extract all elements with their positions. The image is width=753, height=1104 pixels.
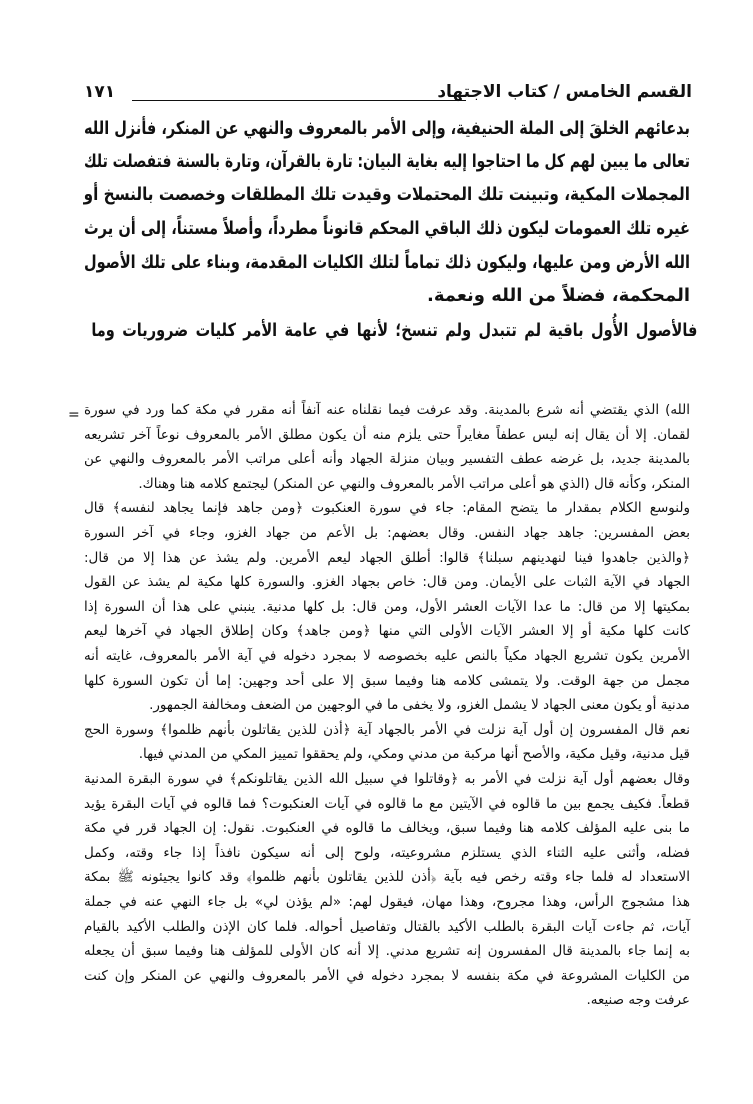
running-header-title: القسم الخامس / كتاب الاجتهاد <box>437 82 692 102</box>
main-text-line: بدعائهم الخلقَ إلى الملة الحنيفية، وإلى الأمر بالمعروف والنهي عن المنكر، فأنزل الله <box>84 118 690 139</box>
footnote-line: ما بنى عليه المؤلف كلامه هنا وفيما سبق، ويخالف ما قالوه في العنكبوت. نقول: إن الجهاد قرر في مكة <box>84 820 690 837</box>
footnote-line: الاستعداد له فلما جاء وقته رخص فيه بآية ﴿أذن للذين يقاتلون بأنهم ظلموا﴾ وقد كانوا يجيئونه ﷺ بمكة <box>84 869 690 886</box>
footnote-line: به إنما جاء بالمدينة قال المفسرون إنه تشريع مدني. إلا أنه كان الأولى للمؤلف هنا وفيما سبق أن يجعله <box>84 943 690 960</box>
page-number: ١٧١ <box>84 82 116 102</box>
footnote-line: بمكيتها إلا من قال: ما عدا الآيات العشر الأول، ومن قال: بل كلها مدنية. ينبني على هذا أن السورة إذا <box>84 598 690 615</box>
footnote-line: قطعاً. فكيف يجمع بين ما قالوه في الآيتين مع ما قالوه في آيات العنكبوت؟ فما قالوه في آيات البقرة يؤيد <box>84 795 690 812</box>
footnote-line: آيات، ثم جاءت آيات البقرة بالطلب الأكيد بالقتال وتفاصيل أحواله. فلما كان الإذن والطلب الأكيد بالقيام <box>84 918 690 935</box>
footnote-line: كانت كلها مكية أو إلا العشر الآيات الأولى التي منها ﴿ومن جاهد﴾ وكان إطلاق الجهاد في آخرها ليعم <box>84 623 690 640</box>
footnote-line: قيل مدنية، وقيل مكية، والأصح أنها مركبة من مدني ومكي، ولم يحققوا تمييز المكي من المدني فيها. <box>138 746 690 763</box>
main-text-line: فالأصول الأُول باقية لم تتبدل ولم تنسخ؛ لأنها في عامة الأمر كليات ضروريات وما <box>91 320 698 341</box>
footnote-line: ﴿والذين جاهدوا فينا لنهدينهم سبلنا﴾ قالوا: أطلق الجهاد ليعم الأمرين. ولم يشذ عن هذا إلا من قال: <box>84 549 690 566</box>
running-header <box>84 80 692 110</box>
footnote-line: الله) الذي يقتضي أنه شرع بالمدينة. وقد عرفت فيما نقلناه عنه آنفاً أنه مقرر في مكة كما ورد في سورة <box>84 402 690 418</box>
footnote-line: مجمل من جهة الوقت. ولا يتمشى كلامه هنا وفيما سبق إلا على أحد وجهين: إما أن تكون السورة كلها <box>84 672 690 689</box>
footnote-line: من الكليات المشروعة في مكة بنفسه لا بمجرد دخوله في الأمر بالمعروف والنهي عن المنكر وإن كنت <box>84 967 690 984</box>
footnote-line: المنكر، وكأنه قال (الذي هو أعلى مراتب الأمر بالمعروف والنهي عن المنكر) ليجتمع كلامه هنا وهناك. <box>138 475 690 492</box>
footnote-line: لقمان. إلا أن يقال إنه ليس عطفاً مغايراً حتى يلزم منه أن يكون مطلق الأمر بالمعروف نوعاً آخر تشريعه <box>84 426 690 443</box>
footnote-line: ولنوسع الكلام بمقدار ما يتضح المقام: جاء في سورة العنكبوت ﴿ومن جاهد فإنما يجاهد لنفسه﴾ قال <box>84 500 690 517</box>
footnote-line: الجهاد في الآية الثبات على الأيمان. ومن قال: خاص بجهاد الغزو. والسورة كلها مكية لم يشذ عن القول <box>84 574 690 591</box>
main-text-line: تعالى ما يبين لهم كل ما احتاجوا إليه بغاية البيان: تارة بالقرآن، وتارة بالسنة فتفصلت تلك <box>84 151 690 172</box>
footnote-line: هذا مشجوج الرأس، وهذا مجروح، وهذا مهان، فيقول لهم: «لم يؤذن لي» بل جاء النهي عنه في جملة <box>84 894 690 910</box>
main-text-line: المحكمة، فضلاً من الله ونعمة. <box>427 285 690 306</box>
footnote-line: الأمرين يكون تشريع الجهاد مكياً بالنص عليه بخصوصه لا بمجرد دخوله في آية الأمر بالمعروف، غايته أنه <box>84 648 690 664</box>
footnote-line: نعم قال المفسرون إن أول آية نزلت في الأمر بالجهاد آية ﴿أذن للذين يقاتلون بأنهم ظلموا﴾ وسورة الحج <box>84 721 690 738</box>
footnote-continuation-marker: = <box>68 407 80 423</box>
footnote-line: بالمدينة جديد، بل غرضه عطف التفسير وبيان منزلة الجهاد وأنه أعلى مراتب الأمر بالمعروف والنهي عن <box>84 451 690 468</box>
main-text-line: غيره تلك العمومات ليكون ذلك الباقي المحكم قانوناً مطرداً، وأصلاً مستناً، إلى أن يرث <box>84 218 690 239</box>
header-rule <box>132 100 466 101</box>
footnote-line: وقال بعضهم أول آية نزلت في الأمر به ﴿وقاتلوا في سبيل الله الذين يقاتلونكم﴾ في سورة البقرة المدنية <box>84 771 690 787</box>
footnote-line: مدنية أو يكون معنى الجهاد لا يشمل الغزو، ولا يخفى ما في الوجهين من الضعف ومخالفة الجمهور. <box>149 697 690 714</box>
footnote-line: بعض المفسرين: جاهد جهاد النفس. وقال بعضهم: بل الأعم من جهاد الغزو، وجاء في آخر السورة <box>84 525 690 541</box>
main-text-line: الله الأرض ومن عليها، وليكون ذلك تماماً لتلك الكليات المقدمة، وبناء على تلك الأصول <box>84 252 690 273</box>
main-text-line: المجملات المكية، وتبينت تلك المحتملات وقيدت تلك المطلقات وخصصت بالنسخ أو <box>83 184 691 205</box>
footnote-line: فضله، وأثنى عليه الثناء الذي يستلزم مشروعيته، ولوح إلى أنه سيكون نافذاً إذا جاء وقته، وكمل <box>84 844 690 861</box>
footnote-line: عرفت وجه صنيعه. <box>586 992 690 1009</box>
